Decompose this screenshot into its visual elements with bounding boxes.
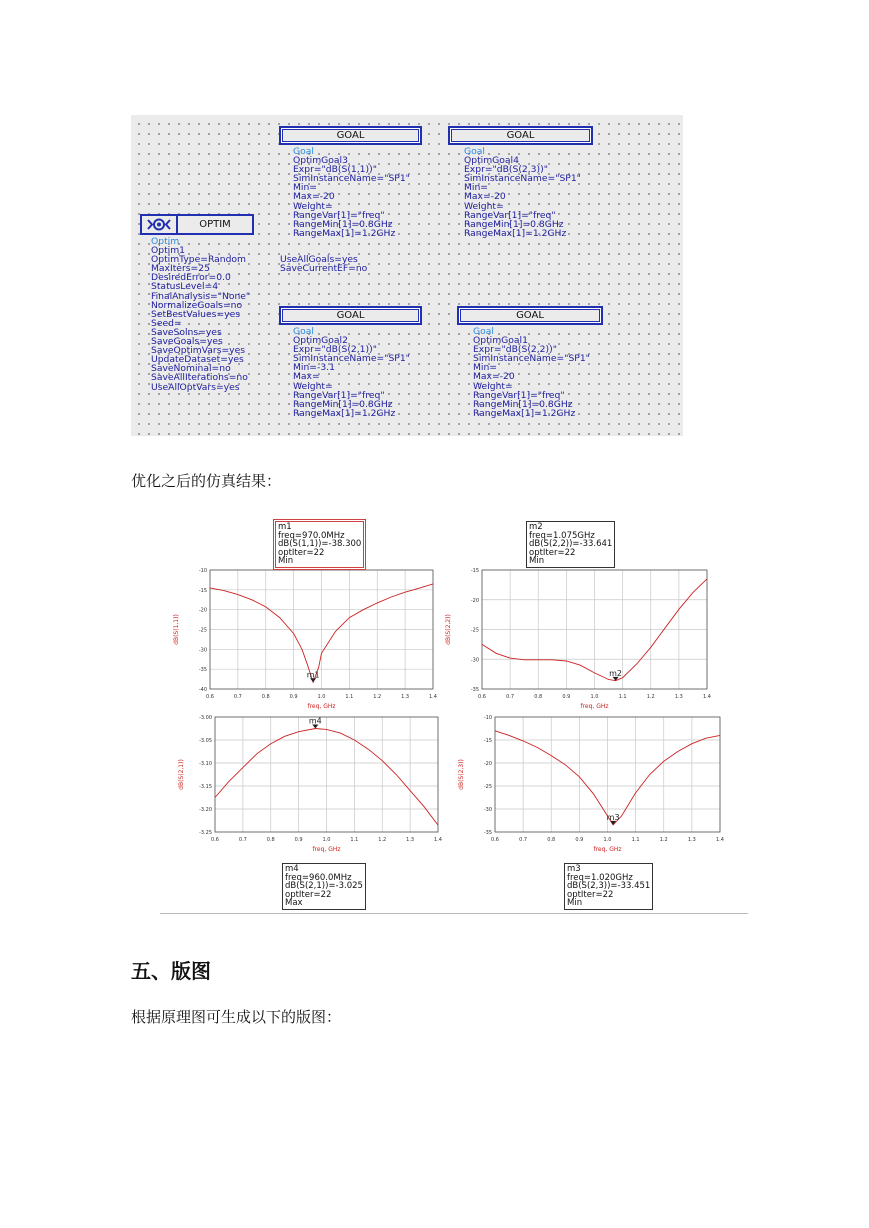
goal-box-2-title: GOAL: [448, 126, 593, 145]
x-axis-label: freq, GHz: [593, 846, 622, 853]
x-tick-label: 0.6: [211, 837, 219, 843]
y-axis-label: dB(S(2,2)): [445, 614, 452, 645]
marker-box-m4-line: freq=960.0MHz: [285, 872, 352, 883]
goal-block-4-line: Weight=: [473, 380, 513, 392]
goal-block-3-line: RangeMax[1]=1.2GHz: [293, 407, 396, 419]
goal-box-4-title: GOAL: [457, 306, 603, 325]
optim-block-line: FinalAnalysis="None": [151, 290, 251, 302]
x-tick-label: 0.7: [506, 694, 515, 700]
optim-block-line: UseAllOptVars=yes: [151, 381, 240, 393]
x-tick-label: 1.4: [716, 837, 724, 843]
x-tick-label: 1.4: [434, 837, 442, 843]
optim-extra: [280, 255, 367, 273]
goal-block-2: [464, 147, 581, 238]
goal-block-1-line: Min=: [293, 182, 318, 194]
goal-block-2-line: RangeVar[1]="freq": [464, 209, 556, 221]
marker-label: m1: [306, 670, 320, 680]
goal-block-1-line: OptimGoal3: [293, 155, 348, 167]
marker-box-m2-line: freq=1.075GHz: [529, 530, 595, 541]
y-tick-label: -25: [198, 627, 207, 634]
optim-block-line: Seed=: [151, 317, 182, 329]
goal-block-1-line: RangeMin[1]=0.8GHz: [293, 218, 393, 230]
marker-box-m1: [275, 521, 364, 568]
optimization-schematic: [131, 115, 683, 436]
results-caption: 优化之后的仿真结果：: [131, 472, 282, 490]
optim-block-line: SaveGoals=yes: [151, 336, 223, 348]
goal-block-2-line: Weight=: [464, 200, 504, 212]
y-tick-label: -20: [198, 607, 207, 614]
goal-block-2-line: Goal: [464, 146, 485, 157]
marker-box-m4-line: dB(S(2,1))=-3.025: [285, 881, 363, 891]
goal-block-4-line: RangeMax[1]=1.2GHz: [473, 407, 576, 419]
y-tick-label: -3.20: [199, 807, 212, 813]
x-tick-label: 1.2: [659, 837, 668, 843]
x-tick-label: 1.3: [406, 837, 415, 843]
marker-box-m4-line: m4: [285, 864, 299, 874]
y-tick-label: -30: [470, 657, 479, 664]
goal-block-1-line: RangeMax[1]=1.2GHz: [293, 227, 396, 239]
goal-block-1-line: Weight=: [293, 200, 333, 212]
marker-box-m2-line: m2: [529, 522, 543, 532]
y-tick-label: -35: [483, 830, 492, 836]
goal-block-4: [473, 327, 590, 418]
optim-block-line: SaveSolns=yes: [151, 326, 222, 338]
goal-block-3-line: SimInstanceName="SP1": [293, 353, 410, 365]
optim-block-line: SaveAllIterations=no: [151, 372, 248, 384]
goal-block-4-line: RangeVar[1]="freq": [473, 389, 565, 401]
x-tick-label: 1.2: [378, 837, 387, 843]
y-tick-label: -40: [198, 687, 207, 693]
y-tick-label: -20: [483, 761, 492, 767]
marker-box-m3-line: freq=1.020GHz: [567, 872, 633, 883]
x-tick-label: 1.3: [674, 694, 683, 700]
goal-block-2-line: Min=: [464, 182, 489, 194]
x-tick-label: 0.6: [491, 837, 499, 843]
marker-box-m1-line: Min: [278, 556, 294, 566]
x-tick-label: 1.3: [687, 837, 696, 843]
marker-box-m2: [526, 521, 615, 568]
goal-block-3-line: Max=: [293, 371, 320, 383]
chart-4: [458, 715, 724, 853]
optim-block-line: StatusLevel=4: [151, 281, 219, 293]
optim-block-line: MaxIters=25: [151, 263, 210, 275]
x-tick-label: 1.1: [618, 694, 627, 700]
marker-box-m4: [282, 863, 366, 910]
marker-box-m1-line: dB(S(1,1))=-38.300: [278, 539, 362, 549]
y-tick-label: -25: [483, 784, 492, 790]
x-axis-label: freq, GHz: [312, 846, 341, 853]
y-tick-label: -3.15: [199, 784, 212, 790]
x-axis-label: freq, GHz: [307, 703, 336, 710]
marker-label: m2: [609, 668, 623, 678]
goal-block-1-line: Max=-20: [293, 191, 335, 203]
x-tick-label: 0.8: [266, 837, 275, 843]
y-tick-label: -30: [198, 647, 207, 654]
x-tick-label: 0.8: [547, 837, 556, 843]
plots-svg: [160, 518, 750, 918]
goal-block-3-line: Goal: [293, 326, 314, 337]
x-tick-label: 0.9: [294, 837, 303, 843]
x-tick-label: 0.7: [233, 694, 242, 700]
chart-2: [445, 568, 711, 710]
marker-box-m3-line: dB(S(2,3))=-33.451: [567, 881, 651, 891]
marker-label: m3: [606, 812, 620, 822]
optim-block-line: SaveNominal=no: [151, 363, 231, 375]
goal-block-4-line: Goal: [473, 326, 494, 337]
x-tick-label: 1.4: [703, 694, 711, 700]
layout-paragraph: 根据原理图可生成以下的版图：: [131, 1008, 342, 1026]
y-axis-label: dB(S(1,1)): [173, 614, 180, 645]
y-tick-label: -20: [470, 597, 479, 604]
simulation-plots: [160, 518, 750, 918]
chart-3: [178, 715, 442, 853]
y-tick-label: -35: [198, 667, 207, 674]
optim-extra-line: UseAllGoals=yes: [280, 254, 358, 265]
x-tick-label: 0.9: [575, 837, 584, 843]
marker-box-m1-line: optIter=22: [278, 547, 325, 558]
x-tick-label: 0.8: [261, 694, 270, 700]
marker-box-m2-line: dB(S(2,2))=-33.641: [529, 539, 613, 549]
goal-block-3-line: Min=-3.1: [293, 362, 335, 374]
goal-block-3-line: OptimGoal2: [293, 335, 348, 347]
optim-block-line: NormalizeGoals=no: [151, 299, 243, 311]
divider-line: [160, 913, 748, 914]
x-tick-label: 0.7: [519, 837, 528, 843]
x-tick-label: 1.1: [345, 694, 354, 700]
marker-box-m1-line: m1: [278, 522, 292, 532]
goal-block-1-line: Goal: [293, 146, 314, 157]
goal-block-2-line: Expr="dB(S(2,3))": [464, 164, 548, 176]
optim-title: OPTIM: [199, 219, 231, 230]
y-axis-label: dB(S(2,3)): [458, 759, 465, 790]
x-tick-label: 1.1: [350, 837, 359, 843]
y-tick-label: -15: [198, 587, 207, 594]
y-tick-label: -10: [483, 715, 492, 721]
x-tick-label: 1.1: [631, 837, 640, 843]
optim-block-line: DesiredError=0.0: [151, 272, 231, 284]
goal-block-2-line: RangeMax[1]=1.2GHz: [464, 227, 567, 239]
marker-box-m3: [564, 863, 653, 910]
y-axis-label: dB(S(2,1)): [178, 759, 185, 790]
y-tick-label: -3.10: [199, 761, 212, 767]
x-tick-label: 0.8: [534, 694, 543, 700]
goal-block-2-line: SimInstanceName="SP1": [464, 173, 581, 185]
y-tick-label: -35: [470, 687, 479, 693]
y-tick-label: -3.05: [199, 738, 212, 744]
y-tick-label: -10: [198, 568, 207, 574]
x-tick-label: 0.7: [238, 837, 247, 843]
optim-block-line: SetBestValues=yes: [151, 308, 241, 320]
optim-component: [140, 214, 254, 235]
chart-1: [173, 568, 437, 710]
marker-box-m4-line: Max: [285, 898, 303, 908]
y-tick-label: -3.25: [199, 830, 212, 836]
x-tick-label: 0.6: [206, 694, 214, 700]
goal-block-4-line: Max=-20: [473, 371, 515, 383]
goal-block-4-line: RangeMin[1]=0.8GHz: [473, 398, 573, 410]
goal-block-2-line: OptimGoal4: [464, 155, 519, 167]
y-tick-label: -15: [483, 738, 492, 744]
y-tick-label: -15: [470, 568, 479, 574]
x-tick-label: 1.0: [317, 694, 326, 700]
goal-block-2-line: RangeMin[1]=0.8GHz: [464, 218, 564, 230]
goal-block-1-line: RangeVar[1]="freq": [293, 209, 385, 221]
x-tick-label: 1.0: [322, 837, 331, 843]
x-tick-label: 1.2: [373, 694, 382, 700]
x-tick-label: 1.4: [429, 694, 437, 700]
x-tick-label: 0.9: [289, 694, 298, 700]
x-tick-label: 0.6: [478, 694, 486, 700]
goal-block-3-line: Expr="dB(S(2,1))": [293, 344, 377, 356]
goal-block-3-line: RangeMin[1]=0.8GHz: [293, 398, 393, 410]
goal-block-1-line: Expr="dB(S(1,1))": [293, 164, 377, 176]
x-tick-label: 1.0: [603, 837, 612, 843]
y-tick-label: -3.00: [199, 715, 212, 721]
marker-label: m4: [308, 716, 322, 726]
goal-block-4-line: Min=: [473, 362, 498, 374]
x-tick-label: 1.2: [646, 694, 655, 700]
y-tick-label: -30: [483, 807, 492, 813]
goal-block-4-line: SimInstanceName="SP1": [473, 353, 590, 365]
goal-block-3-line: RangeVar[1]="freq": [293, 389, 385, 401]
optim-block-line: Optim1: [151, 245, 186, 257]
optim-block: [151, 237, 250, 392]
goal-block-2-line: Max=-20: [464, 191, 506, 203]
marker-box-m3-line: m3: [567, 864, 581, 874]
optim-block-line: UpdateDataset=yes: [151, 354, 244, 366]
optim-block-line: SaveOptimVars=yes: [151, 345, 246, 357]
optim-extra-line: SaveCurrentEF=no: [280, 263, 368, 275]
marker-box-m3-line: optIter=22: [567, 889, 614, 900]
goal-block-3: [293, 327, 410, 418]
goal-block-4-line: Expr="dB(S(2,2))": [473, 344, 557, 356]
goal-box-3-title: GOAL: [279, 306, 422, 325]
x-tick-label: 1.3: [401, 694, 410, 700]
marker-box-m2-line: Min: [529, 556, 545, 566]
marker-box-m3-line: Min: [567, 898, 583, 908]
goal-box-1-title: GOAL: [279, 126, 422, 145]
section-heading: 五、版图: [131, 959, 211, 983]
x-tick-label: 0.9: [562, 694, 571, 700]
goal-block-1: [293, 147, 410, 238]
goal-block-1-line: SimInstanceName="SP1": [293, 173, 410, 185]
goal-block-3-line: Weight=: [293, 380, 333, 392]
x-axis-label: freq, GHz: [580, 703, 609, 710]
optim-icon: [142, 216, 178, 233]
optim-block-line: Optim: [151, 236, 180, 247]
goal-block-4-line: OptimGoal1: [473, 335, 528, 347]
x-tick-label: 1.0: [590, 694, 599, 700]
optim-block-line: OptimType=Random: [151, 254, 247, 266]
marker-box-m1-line: freq=970.0MHz: [278, 530, 345, 541]
marker-box-m2-line: optIter=22: [529, 547, 576, 558]
y-tick-label: -25: [470, 627, 479, 634]
marker-box-m4-line: optIter=22: [285, 889, 332, 900]
